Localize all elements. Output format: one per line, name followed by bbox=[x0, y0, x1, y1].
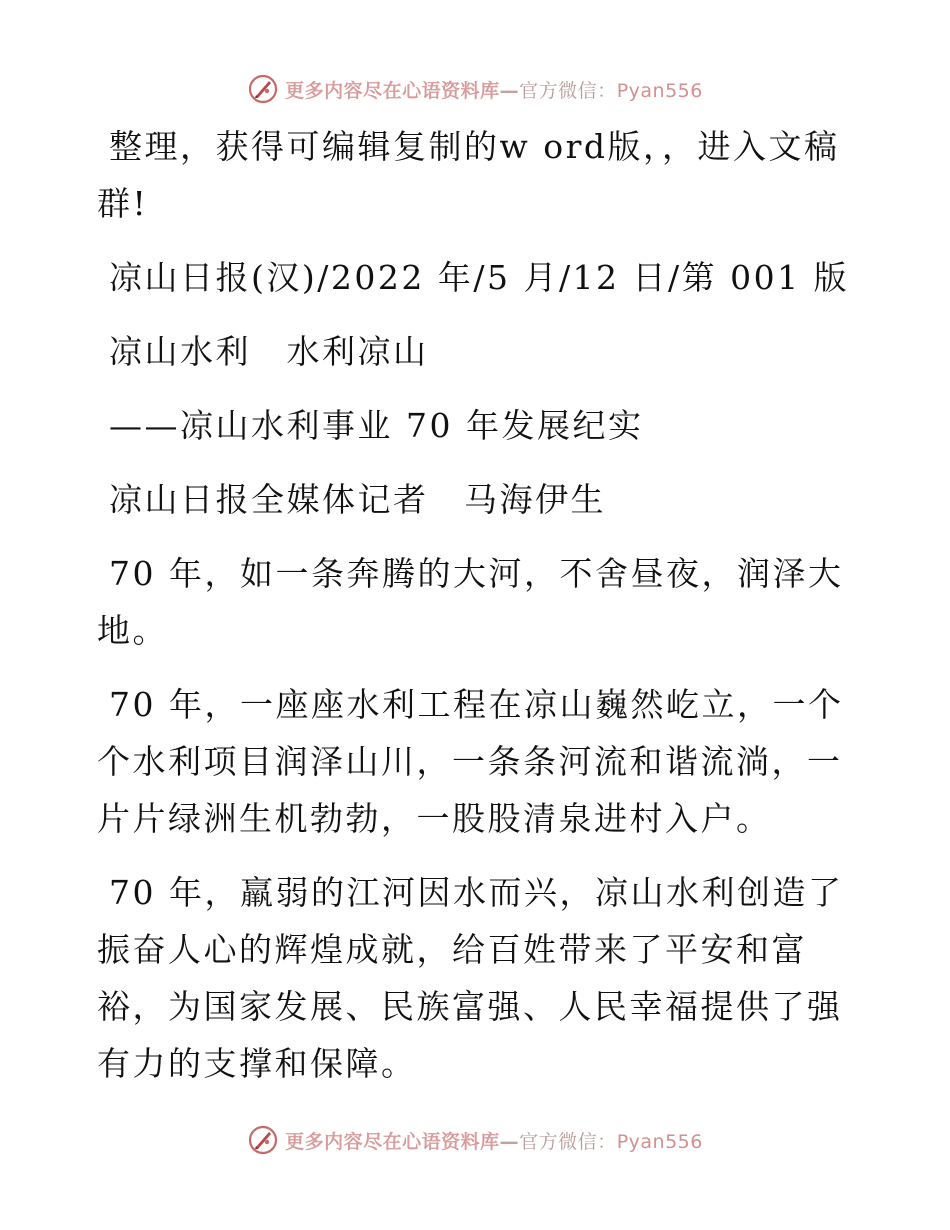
watermark-separator: — bbox=[499, 79, 520, 102]
watermark-text: 更多内容尽在心语资料库 bbox=[285, 1130, 500, 1153]
document-body bbox=[97, 118, 857, 1109]
watermark-wechat-label: 官方微信： bbox=[519, 1130, 617, 1153]
intro-paragraph: 整理，获得可编辑复制的w ord版，，进入文稿群! bbox=[97, 127, 840, 223]
watermark-header bbox=[0, 71, 950, 107]
body-paragraph: 70 年，羸弱的江河因水而兴，凉山水利创造了振奋人心的辉煌成就，给百姓带来了平安和富裕，为国家发展、民族富强、人民幸福提供了强有力的支撑和保障。 bbox=[97, 873, 844, 1083]
quill-pen-logo-icon bbox=[247, 1124, 279, 1156]
body-paragraph: 70 年，一座座水利工程在凉山巍然屹立，一个个水利项目润泽山川，一条条河流和谐流淌，一片片绿洲生机勃勃，一股股清泉进村入户。 bbox=[97, 685, 844, 838]
watermark-text: 更多内容尽在心语资料库 bbox=[285, 79, 500, 102]
article-subtitle: ——凉山水利事业 70 年发展纪实 bbox=[109, 406, 644, 445]
watermark-wechat-label: 官方微信： bbox=[519, 79, 617, 102]
watermark-separator: — bbox=[499, 1130, 520, 1153]
article-byline: 凉山日报全媒体记者 马海伊生 bbox=[109, 480, 606, 519]
quill-pen-logo-icon bbox=[247, 73, 279, 105]
source-line: 凉山日报(汉)/2022 年/5 月/12 日/第 001 版 bbox=[109, 258, 850, 297]
body-paragraph: 70 年，如一条奔腾的大河，不舍昼夜，润泽大地。 bbox=[97, 554, 844, 650]
watermark-footer bbox=[0, 1122, 950, 1158]
watermark-wechat-id: Pyan556 bbox=[616, 1130, 703, 1153]
article-title: 凉山水利 水利凉山 bbox=[109, 332, 429, 371]
watermark-wechat-id: Pyan556 bbox=[616, 79, 703, 102]
